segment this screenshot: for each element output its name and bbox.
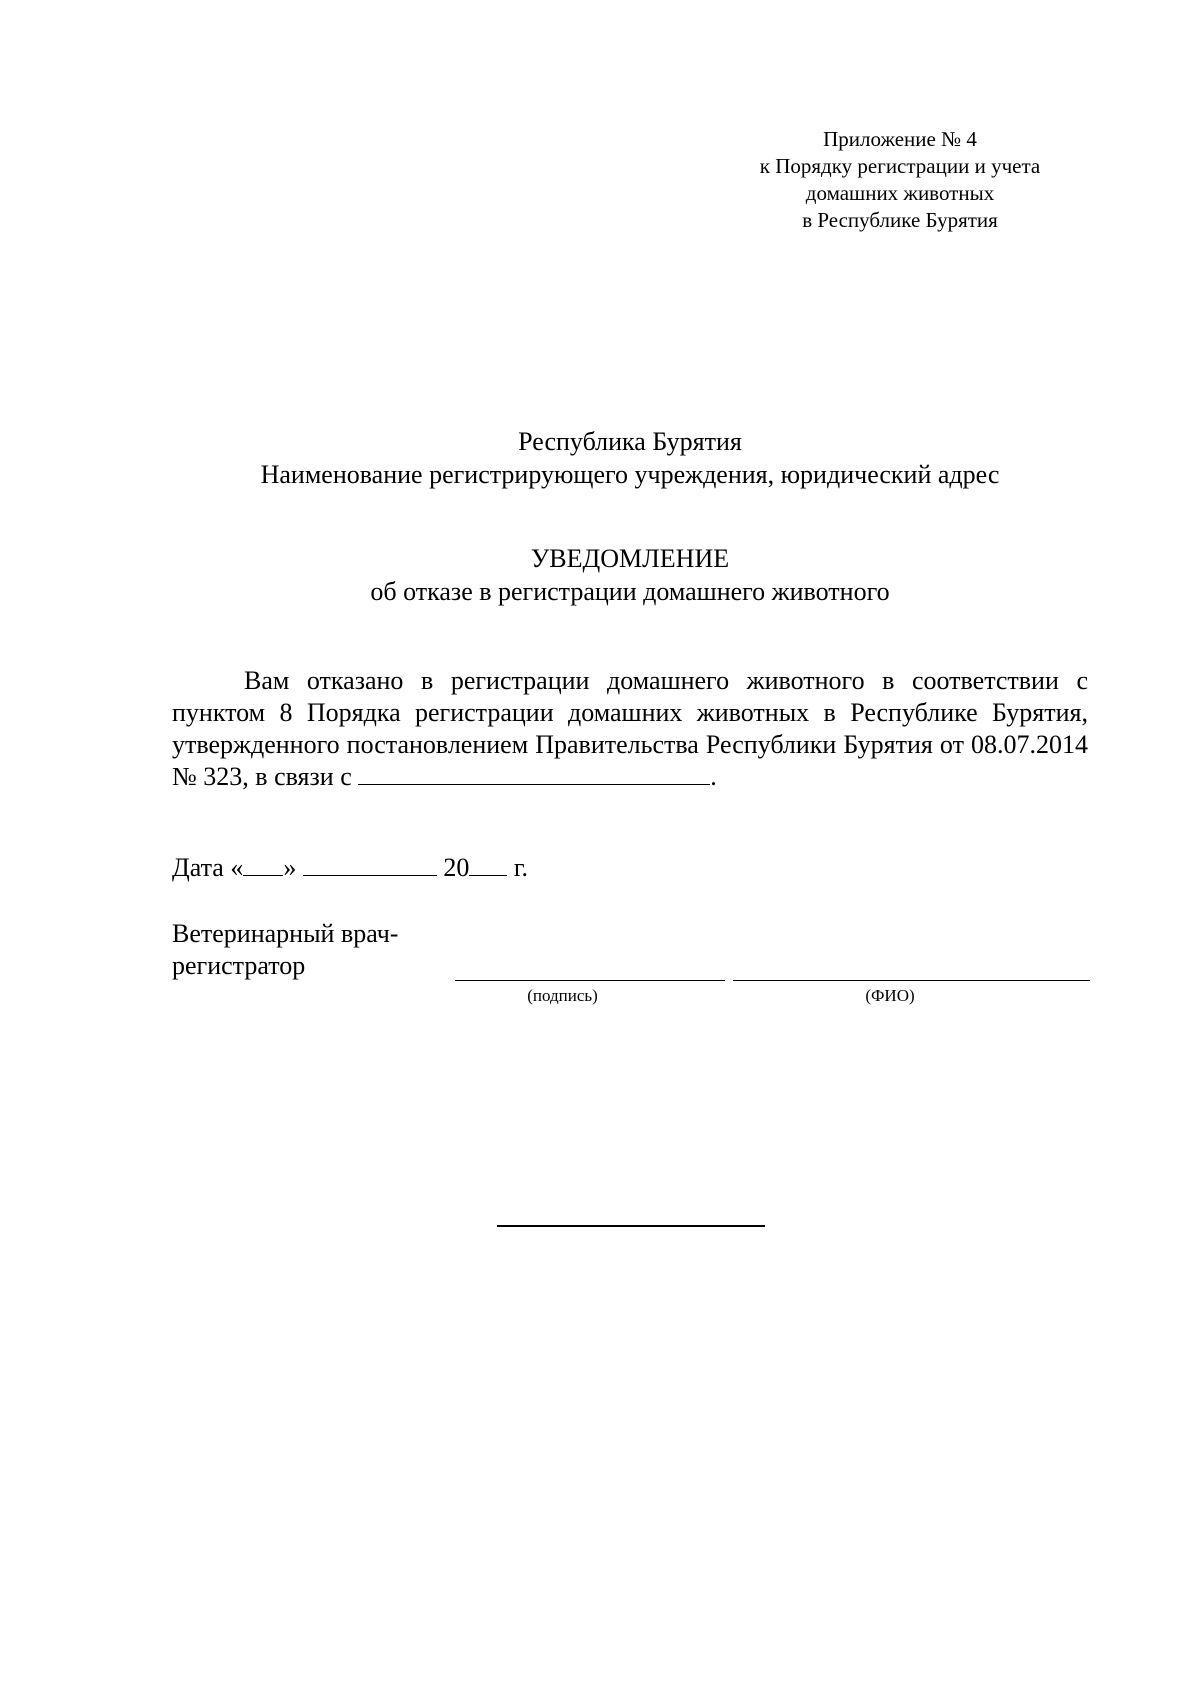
doctor-role <box>172 918 442 982</box>
body-text: Вам отказано в регистрации домашнего животного в соответствии с пунктом 8 Порядка регистрации домашних животных в Республике Бурятия, утвержденного постановлением Правительства Республики Бурятия от 08.07.2014 № 323, в связи с <box>172 666 1088 791</box>
body-end: . <box>710 762 717 791</box>
institution-placeholder: Наименование регистрирующего учреждения, юридический адрес <box>260 460 1000 489</box>
closing-rule <box>497 1225 765 1227</box>
day-blank <box>243 873 283 876</box>
notice-subtitle: об отказе в регистрации домашнего животного <box>370 577 890 606</box>
signature-caption: (подпись) <box>527 986 598 1005</box>
notice-title: УВЕДОМЛЕНИЕ <box>530 544 730 573</box>
name-line <box>733 980 1090 981</box>
date-close-quote: » <box>283 853 297 882</box>
name-caption: (ФИО) <box>865 986 915 1005</box>
appendix-line-3: домашних животных <box>805 181 995 205</box>
notice-heading <box>170 542 1090 608</box>
appendix-number: Приложение № 4 <box>823 127 977 151</box>
signature-line <box>455 980 725 981</box>
reason-blank <box>358 762 710 785</box>
date-line <box>172 852 528 884</box>
date-label: Дата « <box>172 853 244 882</box>
month-blank <box>303 873 437 876</box>
year-prefix: 20 <box>443 853 470 882</box>
doctor-role-text: Ветеринарный врач-регистратор <box>172 919 399 980</box>
appendix-line-4: в Республике Бурятия <box>802 208 998 232</box>
year-suffix: г. <box>513 853 529 882</box>
appendix-line-2: к Порядку регистрации и учета <box>759 154 1041 178</box>
year-blank <box>469 873 507 876</box>
appendix-block <box>740 126 1060 234</box>
notice-body <box>172 665 1088 793</box>
document-header <box>170 425 1090 491</box>
republic-name: Республика Бурятия <box>518 427 742 456</box>
